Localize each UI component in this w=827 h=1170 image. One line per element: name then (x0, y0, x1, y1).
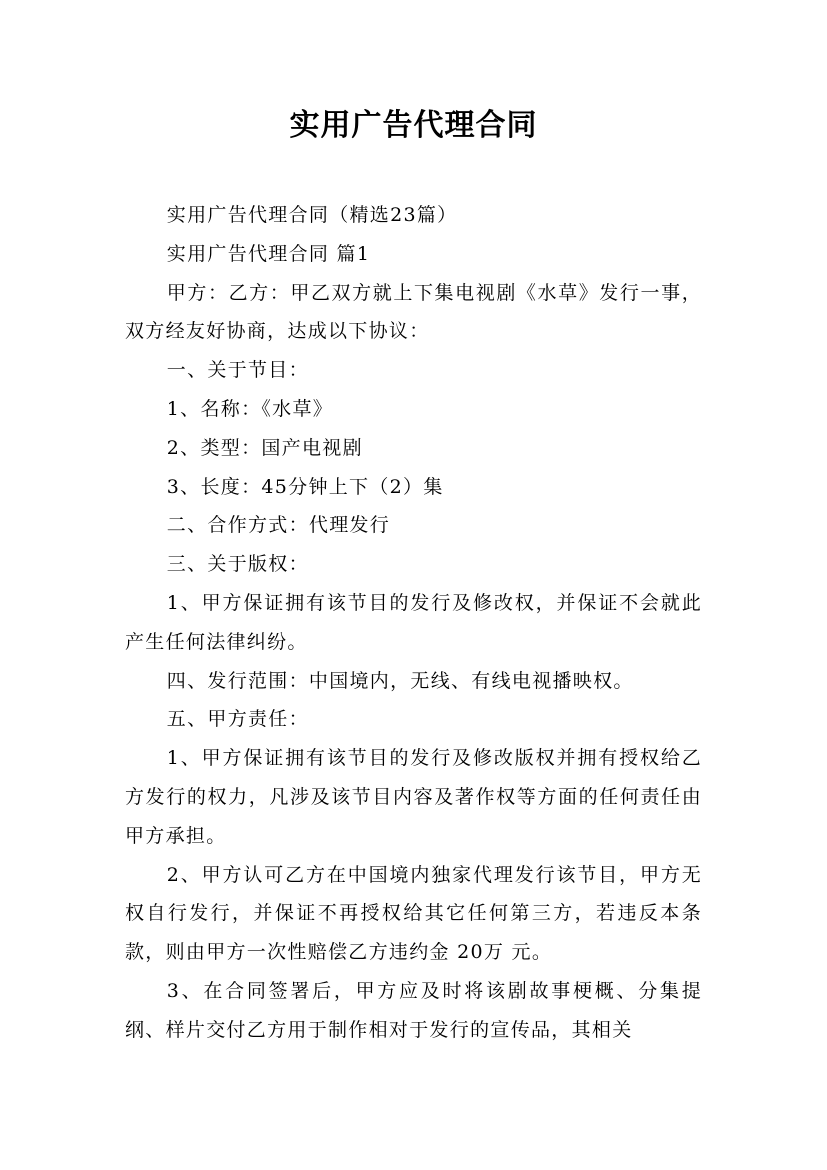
paragraph-copyright-heading: 三、关于版权： (166, 553, 309, 576)
paragraph-program-name: 1、名称：《水草》 (166, 397, 334, 420)
document-body (125, 196, 702, 1050)
paragraph-distribution-scope: 四、发行范围：中国境内，无线、有线电视播映权。 (166, 669, 634, 692)
paragraph-party-a-duty-2: 2、甲方认可乙方在中国境内独家代理发行该节目，甲方无权自行发行，并保证不再授权给其它任何第三方，若违反本条款，则由甲方一次性赔偿乙方违约金 20万 元。 (125, 863, 702, 964)
paragraph-program-type: 2、类型：国产电视剧 (166, 436, 363, 459)
paragraph-party-a-duty-3: 3、在合同签署后，甲方应及时将该剧故事梗概、分集提纲、样片交付乙方用于制作相对于发行的宣传品，其相关 (125, 979, 702, 1041)
paragraph-parties: 甲方：乙方：甲乙双方就上下集电视剧《水草》发行一事，双方经友好协商，达成以下协议： (125, 281, 702, 343)
paragraph-subtitle: 实用广告代理合同（精选23篇） (166, 204, 458, 226)
paragraph-cooperation-mode: 二、合作方式：代理发行 (166, 514, 391, 537)
paragraph-party-a-duties-heading: 五、甲方责任： (166, 708, 309, 731)
paragraph-program-heading: 一、关于节目： (166, 359, 309, 382)
paragraph-program-length: 3、长度：45分钟上下（2）集 (166, 475, 444, 498)
document-title: 实用广告代理合同 (289, 108, 538, 143)
paragraph-copyright-clause: 1、甲方保证拥有该节目的发行及修改权，并保证不会就此产生任何法律纠纷。 (125, 591, 702, 653)
paragraph-section-heading: 实用广告代理合同 篇1 (166, 242, 371, 265)
paragraph-party-a-duty-1: 1、甲方保证拥有该节目的发行及修改版权并拥有授权给乙方发行的权力，凡涉及该节目内容及著作权等方面的任何责任由甲方承担。 (125, 747, 702, 847)
